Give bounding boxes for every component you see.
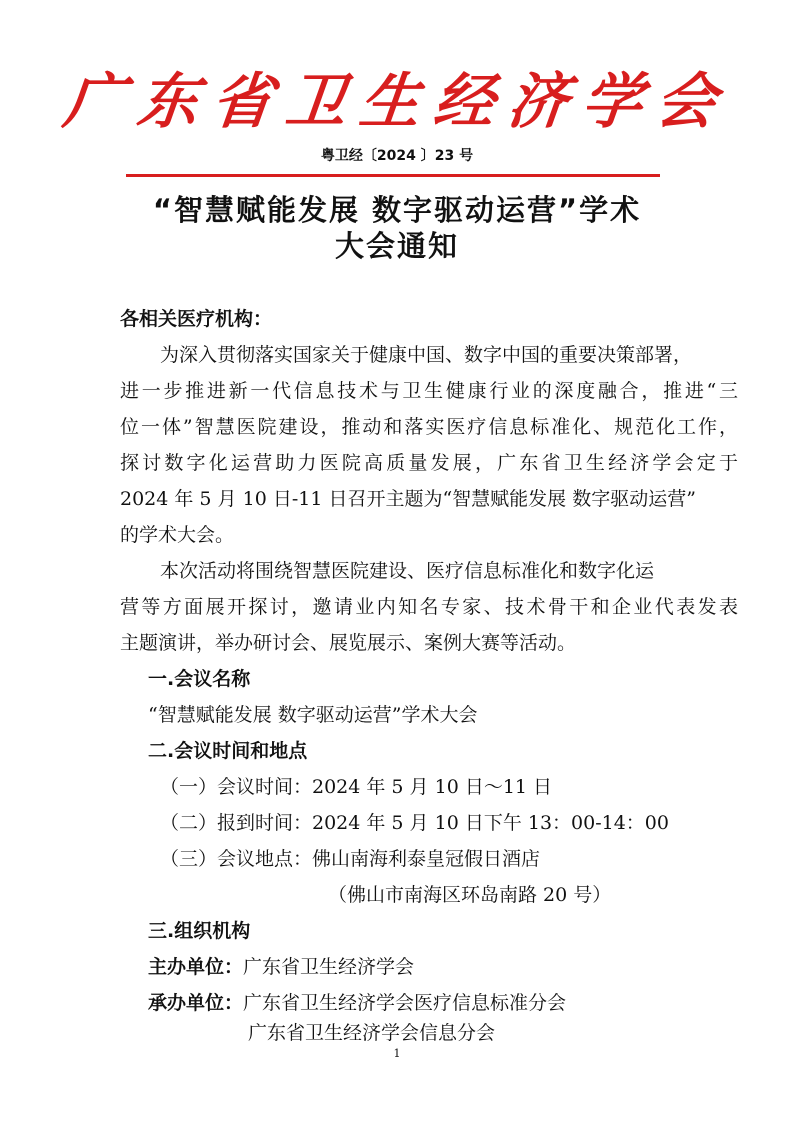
section-2-heading: 二.会议时间和地点	[148, 740, 308, 762]
paragraph-1-line: 探讨数字化运营助力医院高质量发展，广东省卫生经济学会定于	[120, 452, 738, 474]
paragraph-2-line: 营等方面展开探讨，邀请业内知名专家、技术骨干和企业代表发表	[120, 596, 738, 618]
paragraph-2-line: 主题演讲，举办研讨会、展览展示、案例大赛等活动。	[120, 632, 577, 654]
section-1-heading: 一.会议名称	[148, 668, 251, 690]
venue-address: （佛山市南海区环岛南路 20 号）	[328, 884, 612, 906]
organizer-label: 承办单位：	[148, 992, 244, 1014]
meeting-venue: （三）会议地点：佛山南海利泰皇冠假日酒店	[160, 848, 541, 870]
salutation: 各相关医疗机构：	[120, 308, 273, 330]
paragraph-1-line: 的学术大会。	[120, 524, 235, 546]
paragraph-1-line: 位一体”智慧医院建设，推动和落实医疗信息标准化、规范化工作，	[120, 416, 738, 438]
meeting-time: （一）会议时间：2024 年 5 月 10 日～11 日	[160, 776, 553, 798]
document-number: 粤卫经〔2024 〕23 号	[320, 148, 474, 164]
host-row	[148, 952, 414, 982]
paragraph-2-line: 本次活动将围绕智慧医院建设、医疗信息标准化和数字化运	[160, 560, 655, 582]
registration-time: （二）报到时间：2024 年 5 月 10 日下午 13：00-14：00	[160, 812, 669, 834]
organizer-row	[148, 988, 566, 1018]
title-line-2: 大会通知	[334, 229, 459, 263]
host-name: 广东省卫生经济学会	[243, 956, 415, 978]
title-line-1: “智慧赋能发展 数字驱动运营”学术	[152, 193, 642, 227]
paragraph-1-line: 2024 年 5 月 10 日-11 日召开主题为“智慧赋能发展 数字驱动运营”	[120, 488, 696, 510]
paragraph-1-line: 为深入贯彻落实国家关于健康中国、数字中国的重要决策部署，	[160, 344, 693, 366]
section-1-content: “智慧赋能发展 数字驱动运营”学术大会	[148, 704, 478, 726]
organizer-name: 广东省卫生经济学会信息分会	[248, 1022, 496, 1044]
host-label: 主办单位：	[148, 956, 244, 978]
organizer-name: 广东省卫生经济学会医疗信息标准分会	[243, 992, 567, 1014]
page-number: 1	[393, 1047, 401, 1060]
section-3-heading: 三.组织机构	[148, 920, 251, 942]
paragraph-1-line: 进一步推进新一代信息技术与卫生健康行业的深度融合，推进“三	[120, 380, 738, 402]
masthead-logo-text: 广东省卫生经济学会	[60, 67, 734, 137]
red-divider	[126, 174, 660, 177]
